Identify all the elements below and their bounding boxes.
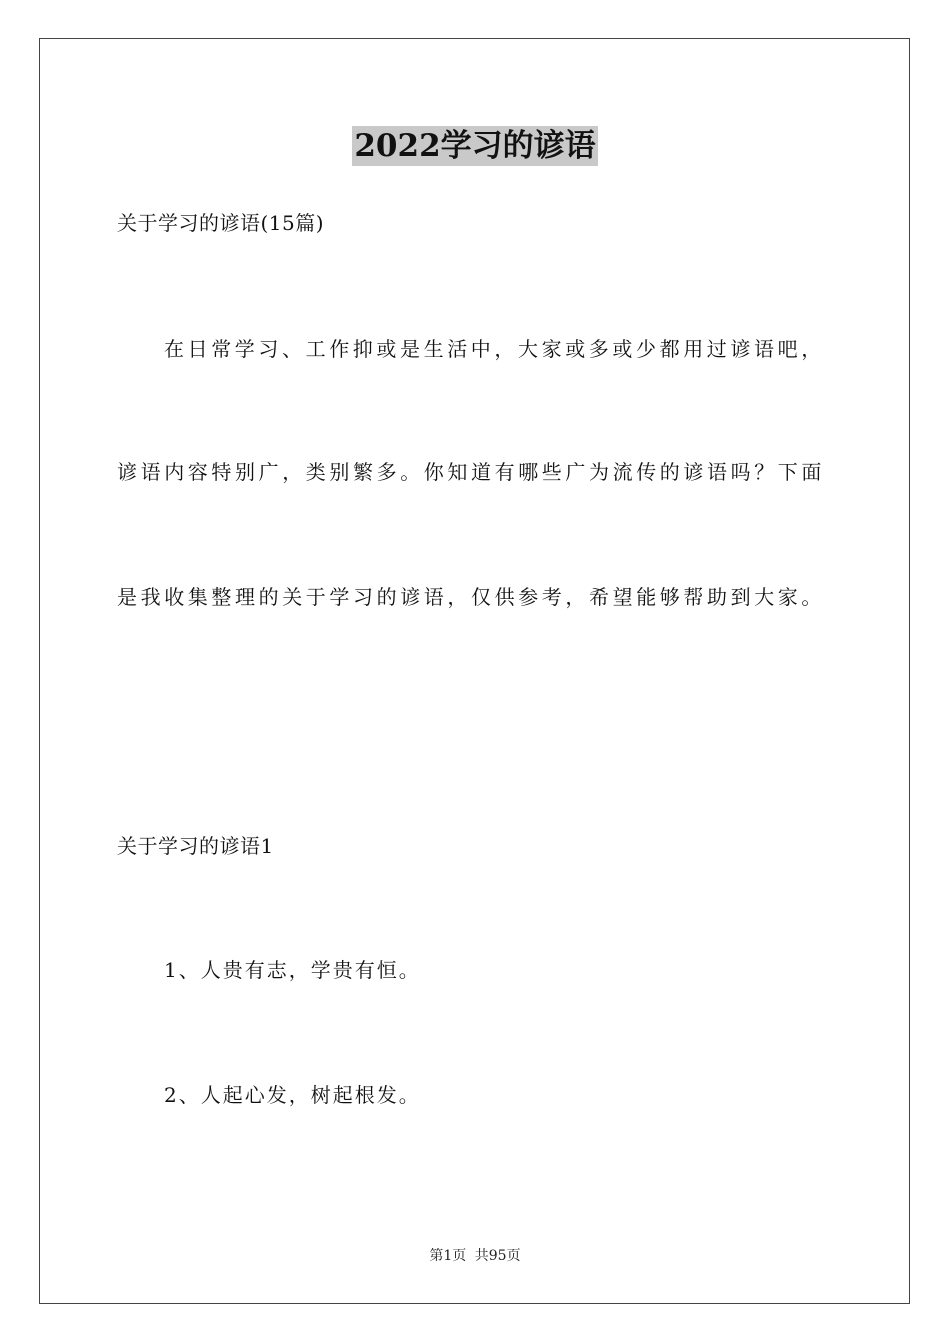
list-item: 2、人起心发，树起根发。 <box>164 1083 421 1107</box>
page-footer <box>0 1246 950 1266</box>
intro-line-3: 是我收集整理的关于学习的谚语，仅供参考，希望能够帮助到大家。 <box>117 585 825 609</box>
list-item: 1、人贵有志，学贵有恒。 <box>164 958 421 982</box>
intro-line-1: 在日常学习、工作抑或是生活中，大家或多或少都用过谚语吧， <box>164 337 825 361</box>
page-total: 共95页 <box>474 1248 521 1264</box>
document-title: 2022学习的谚语 <box>354 128 596 164</box>
title-container <box>0 126 950 166</box>
document-subtitle: 关于学习的谚语(15篇) <box>117 211 325 235</box>
page-number: 第1页 <box>429 1248 467 1264</box>
intro-line-2: 谚语内容特别广，类别繁多。你知道有哪些广为流传的谚语吗？下面 <box>117 460 825 484</box>
section-heading: 关于学习的谚语1 <box>117 834 274 858</box>
